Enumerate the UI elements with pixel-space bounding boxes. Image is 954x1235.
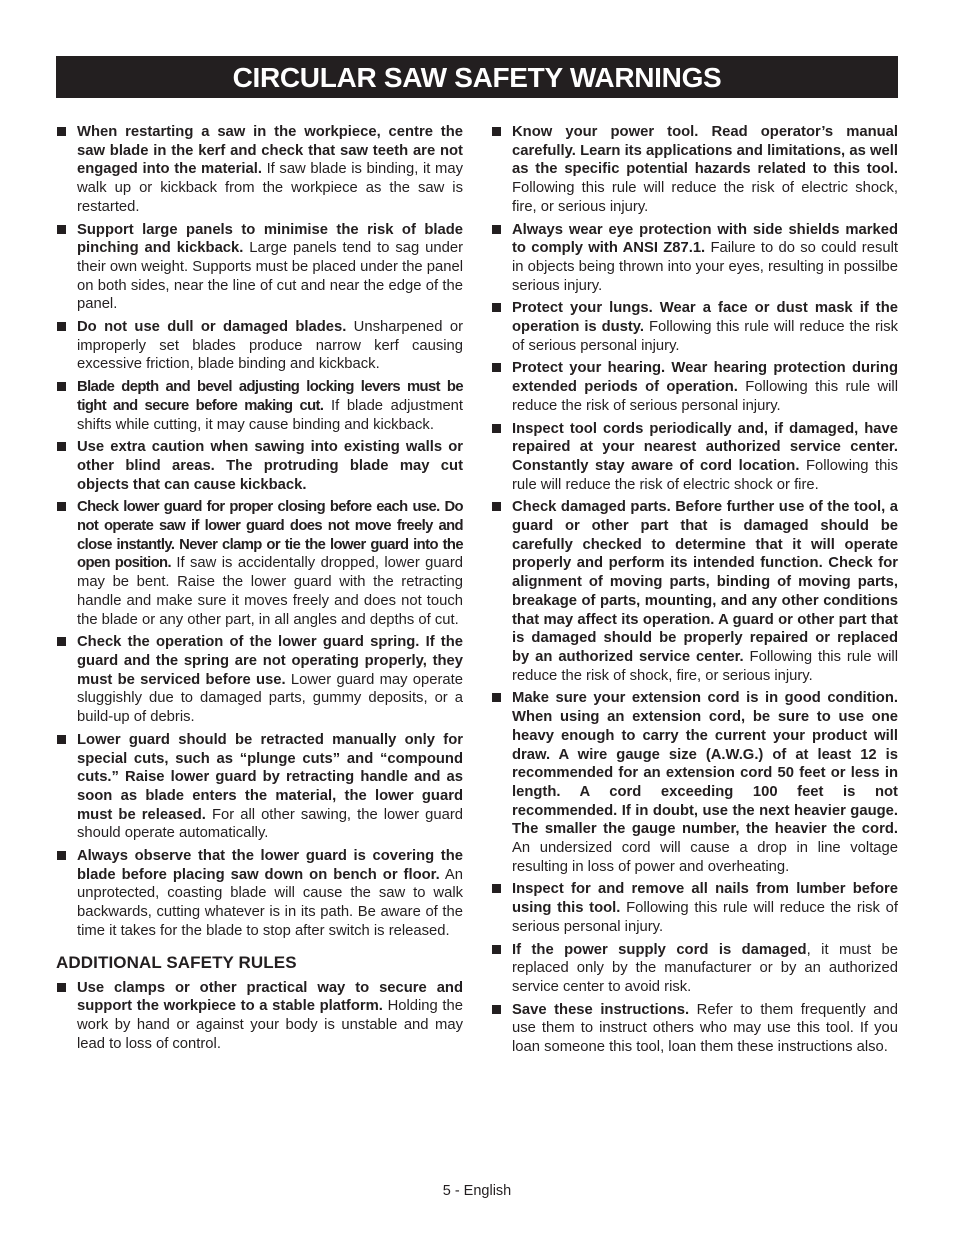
warning-text: Following this rule will reduce the risk of electric shock, fire, or serious injury. [512, 180, 898, 215]
section-heading: ADDITIONAL SAFETY RULES [56, 952, 297, 972]
square-bullet-icon [57, 637, 66, 646]
warning-item [56, 731, 463, 843]
right-column [491, 123, 898, 1061]
warning-bold-text: If the power supply cord is damaged [512, 941, 807, 958]
warning-bold-text: Use clamps or other practical way to secure and support the workpiece to a stable platform. [77, 979, 463, 1015]
left-column [56, 123, 463, 1057]
page-title: CIRCULAR SAW SAFETY WARNINGS [56, 56, 898, 98]
warning-item [56, 979, 463, 1054]
warning-text: Following this rule will reduce the risk of serious personal injury. [512, 319, 898, 354]
warning-item [56, 123, 463, 217]
square-bullet-icon [492, 502, 501, 511]
warning-bold-text: Make sure your extension cord is in good condition. When using an extension cord, be sure to use one heavy enough to carry the current your product will draw. A wire gauge size (A.W.G.) of at least 12 is recommended for an extension cord 50 feet or less in length. A cord exceeding 100 feet is not recommended. If in doubt, use the next heavier gauge. The smaller the gauge number, the heavier the cord. [512, 690, 898, 838]
warning-bold-text: Protect your lungs. Wear a face or dust mask if the operation is dusty. [512, 300, 898, 336]
warning-text: Refer to them frequently and use them to instruct others who may use this tool. If you loan someone this tool, loan them these instructions also. [512, 1001, 898, 1056]
warning-text: An undersized cord will cause a drop in line voltage resulting in loss of power and overheating. [512, 840, 898, 875]
warning-text: Following this rule will reduce the risk of serious personal injury. [512, 900, 898, 935]
warning-text: Holding the work by hand or against your body is unstable and may lead to loss of control. [77, 998, 463, 1052]
warning-item [56, 378, 463, 434]
warning-text: If blade adjustment shifts while cutting, it may cause binding and kickback. [77, 397, 464, 433]
warning-item [491, 123, 898, 217]
warning-text: If saw is accidentally dropped, lower guard may be bent. Raise the lower guard with the retracting handle and make sure it moves freely and does not touch the blade or any other part, in all angles and depths of cut. [77, 555, 463, 628]
warning-bold-text: When restarting a saw in the workpiece, centre the saw blade in the kerf and check that saw teeth are not engaged into the material. [77, 124, 463, 178]
square-bullet-icon [492, 1005, 501, 1014]
warning-item [491, 689, 898, 876]
warning-item [491, 359, 898, 415]
warning-bold-text: Use extra caution when sawing into existing walls or other blind areas. The protruding blade may cut objects that can cause kickback. [77, 439, 463, 493]
square-bullet-icon [57, 225, 66, 234]
warning-text: Unsharpened or improperly set blades produce narrow kerf causing excessive friction, blade binding and kickback. [77, 319, 463, 373]
warning-text: For all other sawing, the lower guard should operate automatically. [77, 806, 463, 842]
warning-bold-text: Always wear eye protection with side shields marked to comply with ANSI Z87.1. [512, 221, 898, 257]
warning-text: Lower guard may operate sluggishly due to damaged parts, gummy deposits, or a build-up of debris. [77, 671, 463, 726]
warning-bold-text: Always observe that the lower guard is covering the blade before placing saw down on bench or floor. [77, 848, 463, 883]
warning-item [491, 420, 898, 495]
warning-text: Following this rule will reduce the risk of serious personal injury. [512, 379, 898, 414]
square-bullet-icon [492, 225, 501, 234]
warning-text: If saw blade is binding, it may walk up or kickback from the workpiece as the saw is restarted. [77, 161, 464, 215]
warning-item [56, 633, 463, 727]
square-bullet-icon [492, 693, 501, 702]
square-bullet-icon [492, 945, 501, 954]
warning-item [491, 880, 898, 936]
warning-item [491, 498, 898, 685]
warning-item [491, 221, 898, 296]
warning-item [56, 498, 463, 629]
square-bullet-icon [57, 127, 66, 136]
warning-text: Following this rule will reduce the risk of shock, fire, or serious injury. [512, 648, 898, 684]
warning-bold-text: Blade depth and bevel adjusting locking levers must be tight and secure before making cut. [77, 379, 463, 414]
warning-bold-text: Support large panels to minimise the risk of blade pinching and kickback. [77, 221, 463, 257]
square-bullet-icon [57, 851, 66, 860]
page-footer: 5 - English [442, 1183, 512, 1199]
warning-bold-text: Save these instructions. [512, 1001, 690, 1018]
warning-item [491, 1001, 898, 1057]
warning-bold-text: Check lower guard for proper closing before each use. Do not operate saw if lower guard does not move freely and close instantly. Never clamp or tie the lower guard into the open position. [77, 499, 463, 572]
warning-item [491, 941, 898, 997]
warning-bold-text: Protect your hearing. Wear hearing protection during extended periods of operation. [512, 360, 898, 396]
square-bullet-icon [492, 303, 501, 312]
warning-text: Following this rule will reduce the risk of electric shock or fire. [512, 457, 898, 493]
warning-item [56, 847, 463, 941]
warning-bold-text: Inspect for and remove all nails from lumber before using this tool. [512, 881, 898, 917]
square-bullet-icon [57, 735, 66, 744]
warning-bold-text: Know your power tool. Read operator’s manual carefully. Learn its applications and limitations, as well as the specific potential hazards related to this tool. [512, 124, 898, 178]
warning-bold-text: Inspect tool cords periodically and, if damaged, have repaired at your nearest authorized service center. Constantly stay aware of cord location. [512, 420, 898, 474]
warning-item [56, 438, 463, 494]
warning-text: , it must be replaced only by the manufacturer or by an authorized service center to avoid risk. [512, 941, 898, 995]
warning-text: An unprotected, coasting blade will cause the saw to walk backwards, cutting whatever is in its path. Be aware of the time it takes for the blade to stop after switch is released. [77, 866, 463, 939]
square-bullet-icon [492, 424, 501, 433]
square-bullet-icon [492, 127, 501, 136]
warning-bold-text: Do not use dull or damaged blades. [77, 319, 347, 336]
warning-item [56, 318, 463, 374]
square-bullet-icon [492, 363, 501, 372]
warning-text: Failure to do so could result in objects being thrown into your eyes, resulting in possilbe serious injury. [512, 240, 898, 294]
warning-item [491, 299, 898, 355]
warning-bold-text: Check the operation of the lower guard spring. If the guard and the spring are not operating properly, they must be serviced before use. [77, 634, 463, 688]
warning-item [56, 221, 463, 315]
square-bullet-icon [57, 502, 66, 511]
warning-text: Large panels tend to sag under their own weight. Supports must be placed under the panel on both sides, near the line of cut and near the edge of the panel. [77, 240, 463, 313]
warning-bold-text: Lower guard should be retracted manually only for special cuts, such as “plunge cuts” and “compound cuts.” Raise lower guard by retracting handle and as soon as blade enters the material, the lower guard must be released. [77, 731, 463, 823]
square-bullet-icon [57, 983, 66, 992]
square-bullet-icon [57, 322, 66, 331]
warning-bold-text: Check damaged parts. Before further use of the tool, a guard or other part that is damaged should be carefully checked to determine that it will operate properly and perform its intended function. Check for alignment of moving parts, binding of moving parts, breakage of parts, mounting, and any other conditions that may affect its operation. A guard or other part that is damaged should be properly repaired or replaced by an authorized service center. [512, 499, 898, 665]
square-bullet-icon [57, 442, 66, 451]
square-bullet-icon [492, 884, 501, 893]
square-bullet-icon [57, 382, 66, 391]
